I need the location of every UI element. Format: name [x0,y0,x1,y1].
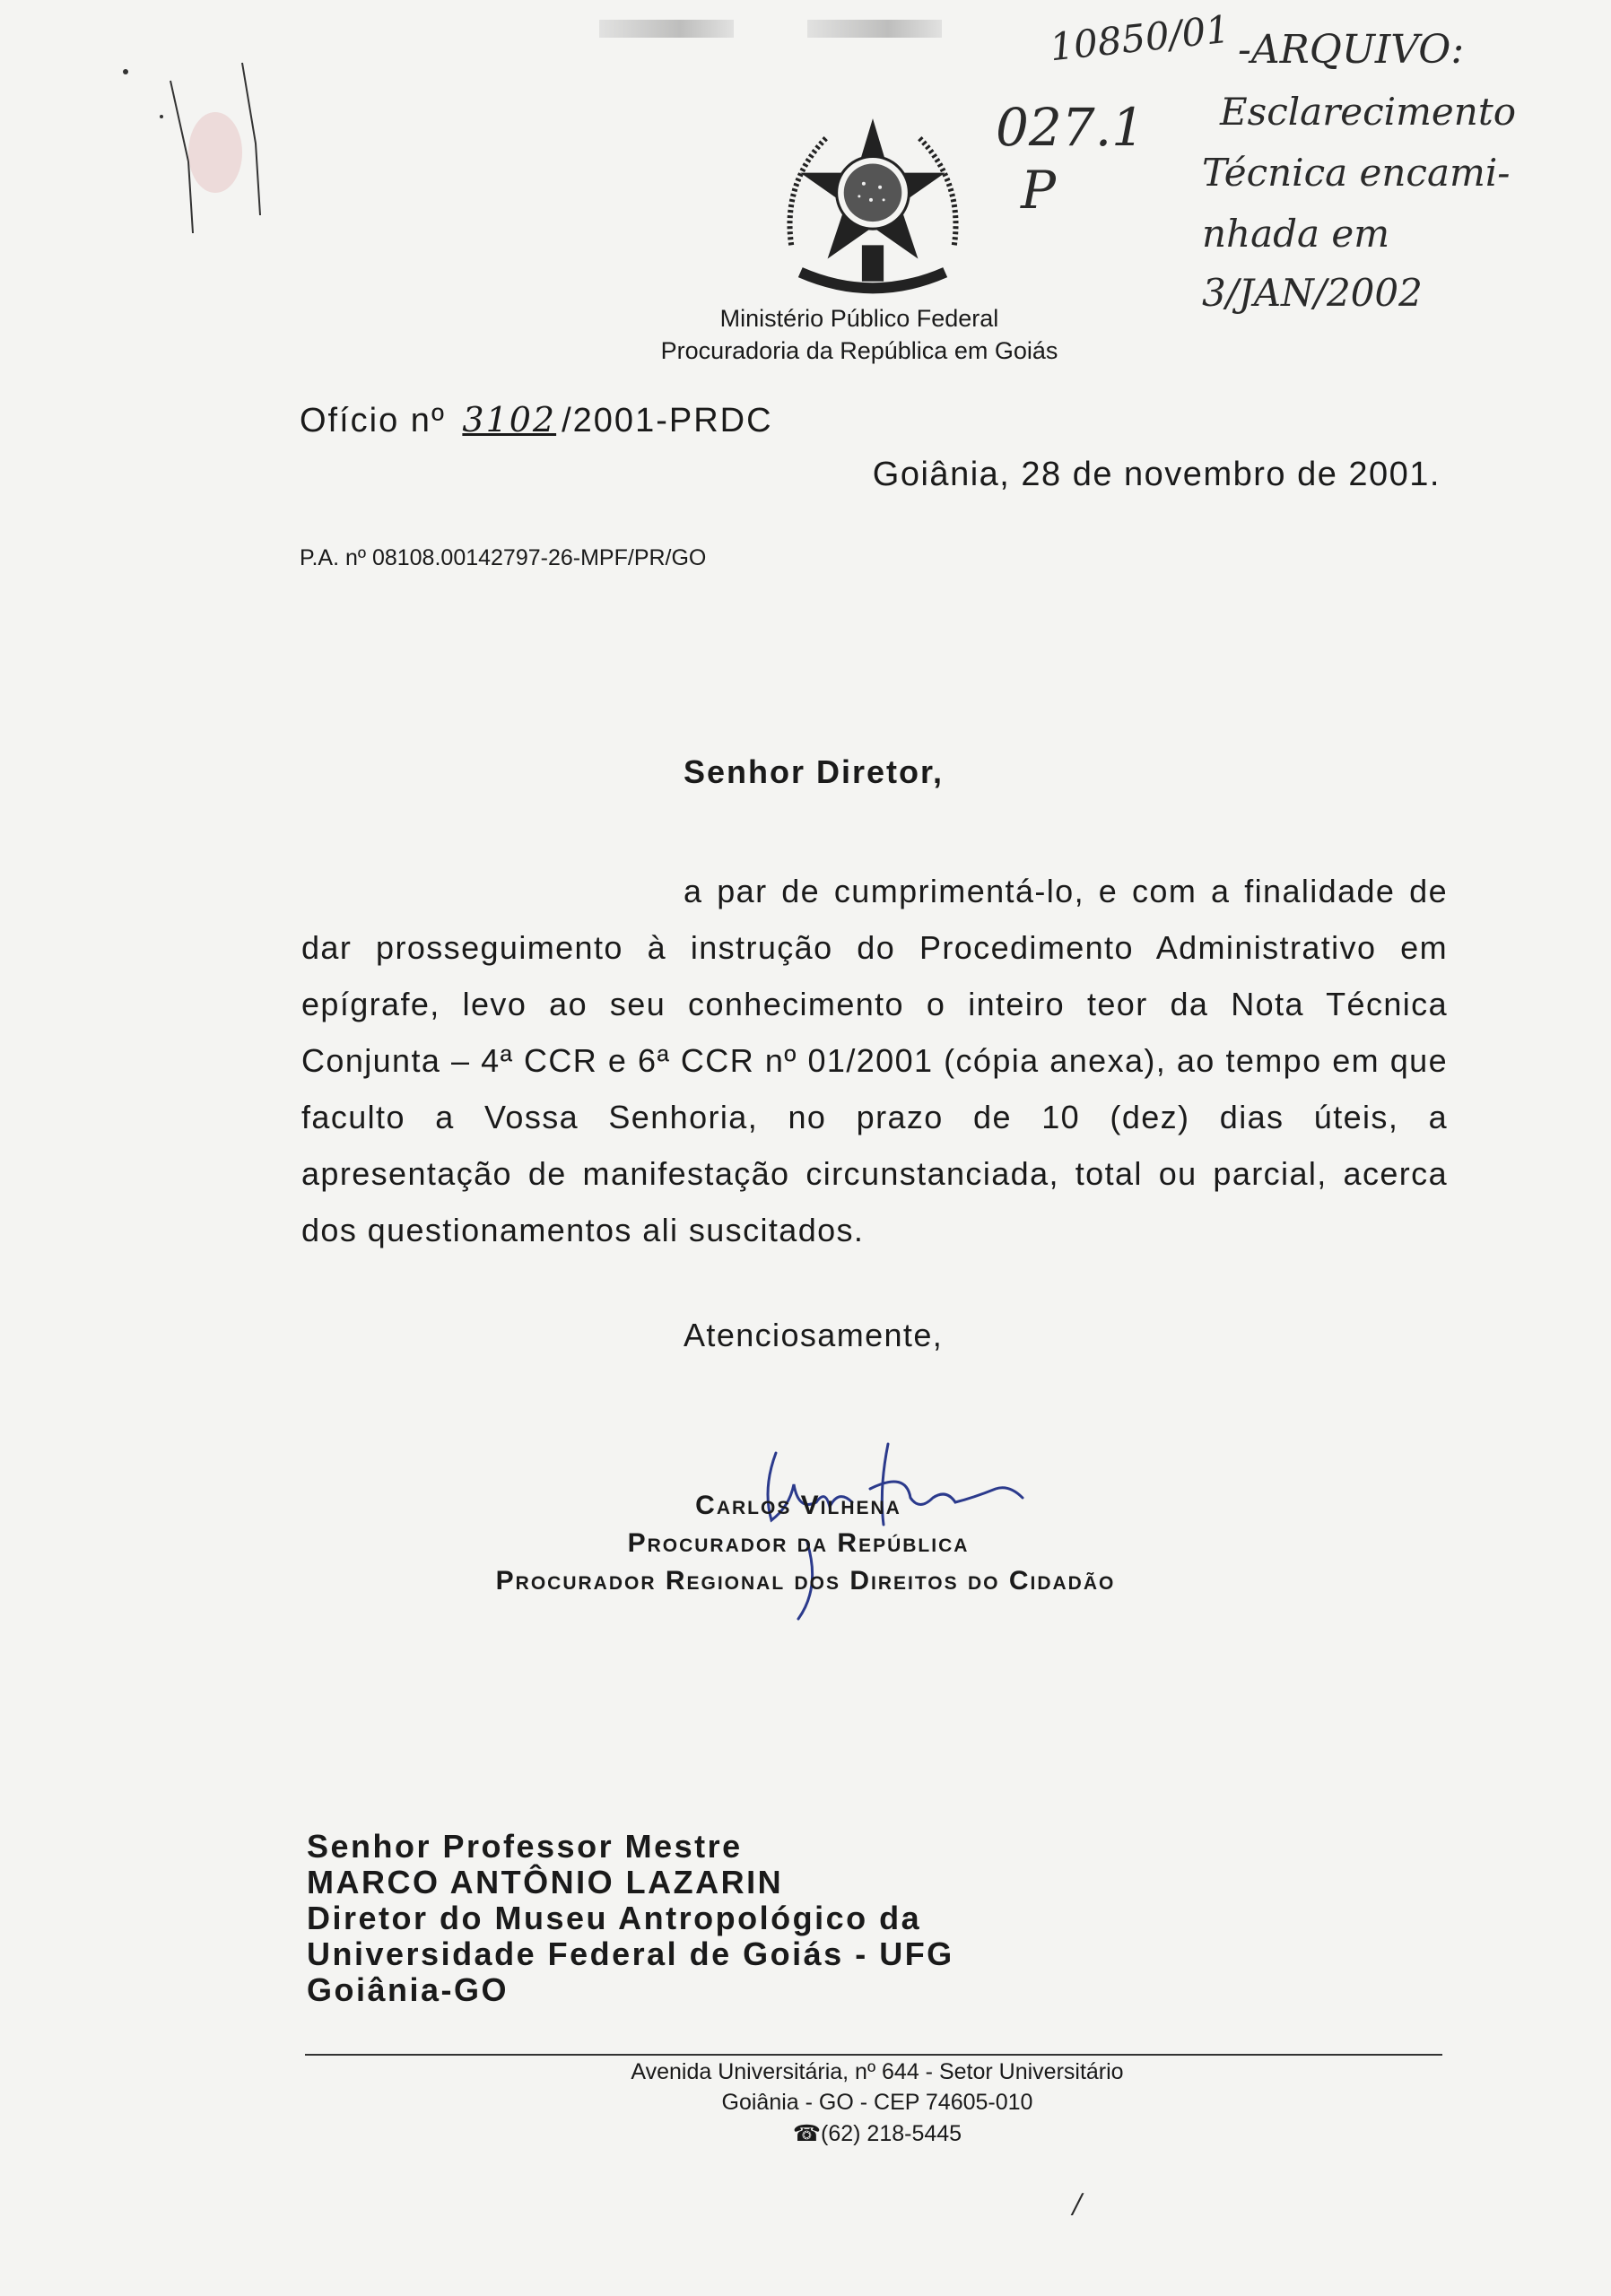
handwritten-note-date: 3/JAN/2002 [1202,271,1423,315]
letter-date: Goiânia, 28 de novembro de 2001. [872,456,1441,493]
addressee-name: MARCO ANTÔNIO LAZARIN [307,1864,784,1900]
scan-artifact [599,20,734,38]
addressee-position: Diretor do Museu Antropológico da [307,1900,922,1936]
scan-mark [108,54,287,233]
signatory-title: Procurador da República [627,1528,970,1558]
scan-tick-mark: / [1073,2188,1083,2220]
addressee-institution: Universidade Federal de Goiás - UFG [307,1935,954,1972]
procedure-number: P.A. nº 08108.00142797-26-MPF/PR/GO [300,545,707,570]
oficio-prefix: Ofício nº [300,402,446,439]
handwritten-note-title: -ARQUIVO: [1238,27,1465,73]
oficio-reference [300,400,773,440]
signatory-role: Procurador Regional dos Direitos do Cidadão [495,1566,1116,1596]
footer-address: Avenida Universitária, nº 644 - Setor Universitário [631,2059,1124,2084]
header-department: Procuradoria da República em Goiás [660,337,1058,364]
footer-city: Goiânia - GO - CEP 74605-010 [721,2090,1033,2115]
handwritten-protocol-number: 10850/01 [1047,6,1232,70]
closing: Atenciosamente, [684,1317,944,1353]
footer-divider [305,2054,1442,2056]
letter-body: a par de cumprimentá-lo, e com a finalidade de dar prosseguimento à instrução do Procedimento Administrativo em epígrafe, levo ao seu conhecimento o inteiro teor da Nota Técnica Conjunta – 4ª CCR e 6ª CCR nº 01/2001 (cópia anexa), ao tempo em que faculto a Vossa Senhoria, no prazo de 10 (dez) dias úteis, a apresentação de manifestação circunstanciada, total ou parcial, acerca dos questionamentos ali suscitados. [301,873,1448,1248]
addressee-honorific: Senhor Professor Mestre [307,1828,743,1865]
scan-artifact [807,20,942,38]
coat-of-arms-emblem [773,109,972,309]
handwritten-note-line: Esclarecimento [1220,90,1516,134]
salutation: Senhor Diretor, [684,753,945,790]
footer-phone-line [72,2120,1611,2147]
handwritten-letter: P [1021,160,1057,221]
telephone-icon: ☎ [792,2121,822,2146]
oficio-suffix: /2001-PRDC [562,402,773,439]
signatory-name: Carlos Vilhena [695,1491,901,1520]
handwritten-code: 027.1 [996,97,1145,158]
header-institution: Ministério Público Federal [719,305,999,332]
addressee-city: Goiânia-GO [307,1971,509,2008]
oficio-handwritten-number: 3102 [462,400,557,439]
handwritten-note-line: Técnica encami- [1202,151,1511,195]
footer-phone: (62) 218-5445 [821,2121,962,2146]
handwritten-note-line: nhada em [1202,212,1390,256]
